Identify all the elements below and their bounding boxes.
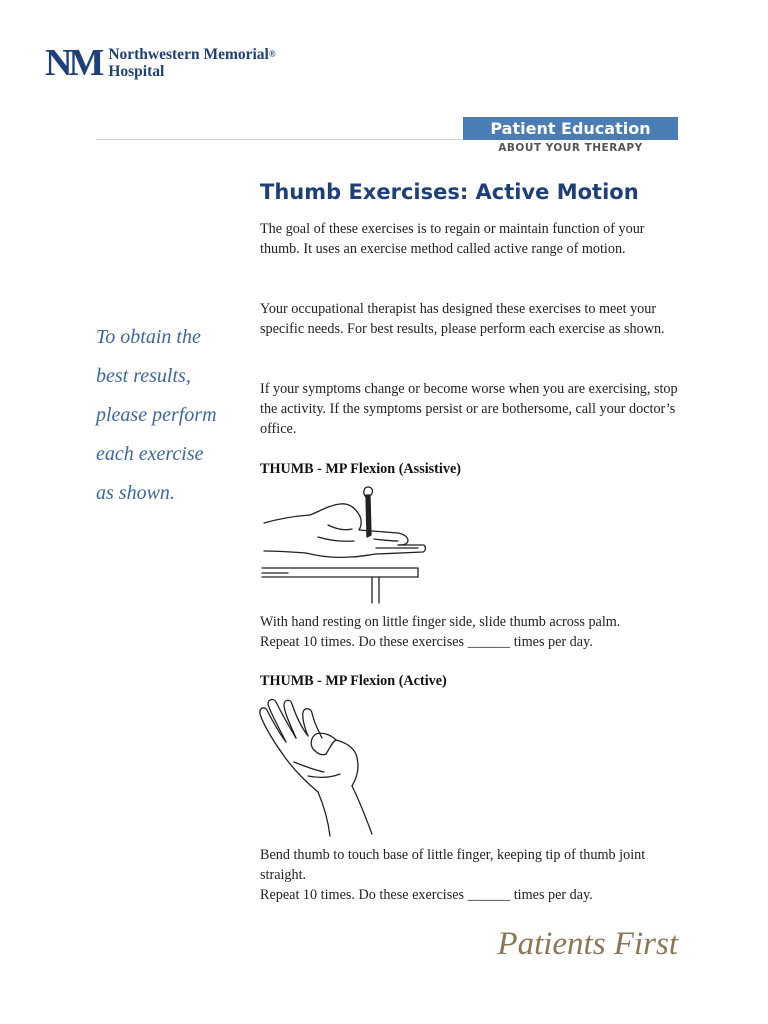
patient-education-banner: Patient Education: [463, 117, 678, 140]
sidebar-quote-line: each exercise: [96, 443, 204, 465]
logo-mark: NM: [45, 42, 101, 84]
sidebar-quote-line: best results,: [96, 365, 191, 387]
intro-paragraph-symptoms: If your symptoms change or become worse when you are exercising, stop the activity. If the symptoms persist or are bothersome, call your doctor’s office.: [260, 381, 678, 437]
exercise-heading-active: THUMB - MP Flexion (Active): [260, 673, 447, 689]
exercise-repeat-active: Repeat 10 times. Do these exercises ______ times per day.: [260, 887, 593, 903]
hospital-name-line1: Northwestern Memorial: [108, 46, 269, 63]
exercise-heading-assistive: THUMB - MP Flexion (Assistive): [260, 461, 461, 477]
exercise-repeat-assistive: Repeat 10 times. Do these exercises ______ times per day.: [260, 634, 593, 650]
exercise-instruction-active: Bend thumb to touch base of little finger, keeping tip of thumb joint straight.: [260, 847, 646, 883]
sidebar-quote-line: To obtain the: [96, 326, 201, 348]
intro-paragraph-therapist: Your occupational therapist has designed these exercises to meet your specific needs. For best results, please perform each exercise as shown.: [260, 301, 665, 337]
hospital-name: [108, 46, 275, 80]
exercise-text-active: [260, 845, 690, 905]
header-divider: [96, 139, 462, 140]
hand-active-illustration: [256, 696, 381, 838]
hospital-logo: [45, 42, 276, 84]
page-title: Thumb Exercises: Active Motion: [260, 180, 639, 204]
exercise-text-assistive: [260, 612, 690, 652]
sidebar-quote-line: please perform: [96, 404, 217, 426]
hand-assistive-illustration: [258, 485, 428, 605]
intro-paragraph-goal: The goal of these exercises is to regain or maintain function of your thumb. It uses an exercise method called active range of motion.: [260, 221, 645, 257]
hospital-name-line2: Hospital: [108, 63, 165, 80]
sidebar-quote: [96, 318, 246, 513]
exercise-instruction-assistive: With hand resting on little finger side, slide thumb across palm.: [260, 614, 621, 630]
sidebar-quote-line: as shown.: [96, 482, 175, 504]
patients-first-tagline: Patients First: [497, 926, 678, 962]
registered-mark: ®: [268, 49, 276, 59]
about-therapy-label: ABOUT YOUR THERAPY: [498, 142, 643, 154]
